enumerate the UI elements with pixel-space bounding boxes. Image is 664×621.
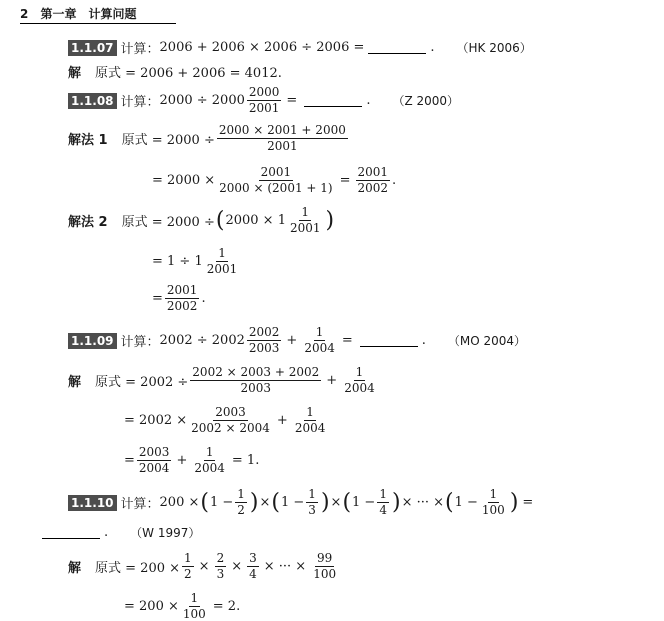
problem-label: 计算：	[120, 42, 160, 57]
method-2-line-1	[68, 206, 335, 235]
page-header	[20, 5, 176, 24]
expression: =	[152, 291, 163, 306]
one-minus: 1 −	[454, 495, 478, 510]
solution-lead: 解	[68, 375, 82, 390]
numerator: 2000	[248, 85, 280, 99]
denominator: 2004	[294, 421, 326, 435]
problem-expression: 200 ×	[159, 495, 200, 510]
answer-blank	[304, 94, 362, 107]
times-sign: ×	[330, 495, 342, 510]
denominator: 4	[379, 503, 387, 517]
denominator: 2001	[289, 221, 321, 235]
numerator: 1	[184, 551, 192, 565]
problem-number-badge: 1.1.08	[68, 93, 117, 109]
fraction	[247, 326, 282, 355]
denominator: 100	[313, 567, 337, 581]
denominator: 2004	[138, 461, 170, 475]
period: .	[104, 525, 109, 540]
problem-label: 计算：	[120, 497, 160, 512]
fraction	[217, 166, 334, 195]
solution-lead: 解	[68, 66, 82, 81]
equals-sign: =	[522, 495, 534, 510]
solution-lead: 解	[68, 561, 82, 576]
period: .	[201, 291, 206, 306]
problem-source: （Z 2000）	[392, 94, 460, 108]
right-paren: )	[509, 489, 519, 515]
numerator: 2002 × 2003 + 2002	[192, 365, 320, 379]
problem-source: （HK 2006）	[456, 41, 532, 55]
numerator: 99	[317, 551, 333, 565]
denominator: 2000 × (2001 + 1)	[219, 181, 333, 195]
fraction	[192, 446, 227, 475]
expression: = 1.	[231, 453, 260, 468]
fraction	[217, 124, 348, 153]
left-paren: (	[445, 489, 454, 515]
fraction	[306, 488, 318, 517]
numerator: 1	[489, 487, 498, 501]
method-lead: 解法 1	[68, 133, 108, 148]
plus-sign: +	[176, 453, 188, 468]
fraction	[215, 552, 227, 581]
expression: =	[124, 453, 135, 468]
problem-expression: 2000 ÷ 2000	[159, 93, 245, 108]
right-paren: )	[325, 207, 335, 233]
solution-line: 原式 = 2006 + 2006 = 4012.	[95, 66, 282, 81]
fraction	[205, 247, 240, 276]
problem-expression: 2006 + 2006 × 2006 ÷ 2006 =	[159, 40, 365, 55]
solution-1-1-09-line-2	[124, 406, 329, 435]
problem-number-badge: 1.1.09	[68, 333, 117, 349]
answer-blank	[368, 41, 426, 54]
numerator: 2001	[166, 283, 198, 297]
numerator: 1	[308, 487, 316, 501]
numerator: 2003	[138, 445, 170, 459]
fraction	[190, 366, 321, 395]
numerator: 2000 × 2001 + 2000	[218, 123, 346, 137]
method-lead: 解法 2	[68, 215, 108, 230]
answer-blank	[42, 526, 100, 539]
numerator: 1	[355, 365, 364, 379]
period: .	[366, 93, 371, 108]
numerator: 2	[216, 551, 225, 565]
answer-blank	[360, 334, 418, 347]
denominator: 2	[184, 567, 192, 581]
chapter-title: 第一章 计算问题	[40, 7, 137, 21]
expression: 原式 = 2000 ÷	[121, 133, 215, 148]
fraction	[235, 488, 247, 517]
plus-sign: +	[286, 333, 298, 348]
fraction	[342, 366, 377, 395]
times-sign: ×	[231, 559, 243, 574]
fraction	[311, 552, 338, 581]
problem-number-badge: 1.1.07	[68, 40, 117, 56]
numerator: 1	[301, 205, 310, 219]
numerator: 1	[315, 325, 324, 339]
page-number: 2	[20, 7, 29, 21]
numerator: 1	[306, 405, 314, 419]
expression: = 2002 ×	[124, 413, 188, 428]
left-paren: (	[342, 489, 352, 515]
right-paren: )	[391, 489, 401, 515]
denominator: 2002	[166, 299, 198, 313]
one-minus: 1 −	[209, 495, 234, 510]
fraction	[182, 552, 194, 581]
denominator: 4	[249, 567, 257, 581]
expression: = 2.	[212, 599, 241, 614]
fraction	[137, 446, 172, 475]
denominator: 2001	[248, 101, 280, 115]
problem-source: （MO 2004）	[447, 334, 527, 348]
right-paren: )	[320, 489, 330, 515]
period: .	[421, 333, 426, 348]
expression: 原式 = 200 ×	[95, 561, 181, 576]
method-1-line-1	[68, 124, 350, 153]
numerator: 2002	[248, 325, 280, 339]
solution-1-1-10-line-1	[68, 552, 340, 581]
denominator: 2002	[357, 181, 389, 195]
numerator: 2001	[357, 165, 389, 179]
solution-1-1-09-line-3	[124, 446, 262, 475]
numerator: 1	[205, 445, 214, 459]
fraction	[480, 488, 507, 517]
numerator: 2003	[215, 405, 246, 419]
left-paren: (	[271, 489, 280, 515]
denominator: 2003	[240, 381, 272, 395]
period: .	[430, 40, 435, 55]
fraction	[377, 488, 389, 517]
fraction	[247, 552, 259, 581]
expression: 2000 × 1	[225, 213, 286, 228]
method-2-line-3	[152, 284, 206, 313]
denominator: 2003	[248, 341, 280, 355]
period: .	[392, 173, 397, 188]
problem-source: （W 1997）	[130, 526, 201, 540]
denominator: 2002 × 2004	[191, 421, 270, 435]
fraction	[356, 166, 391, 195]
equals-sign: =	[339, 173, 351, 188]
fraction	[165, 284, 200, 313]
expression: = 2000 ×	[152, 173, 216, 188]
problem-1-1-07	[68, 38, 532, 57]
numerator: 2001	[260, 165, 292, 179]
fraction	[288, 206, 323, 235]
times-sign: ×	[259, 495, 271, 510]
solution-1-1-09-line-1	[68, 366, 379, 395]
problem-number-badge: 1.1.10	[68, 495, 117, 511]
left-paren: (	[200, 489, 209, 515]
denominator: 2004	[344, 381, 375, 395]
fraction	[302, 326, 337, 355]
denominator: 100	[182, 607, 206, 621]
one-minus: 1 −	[352, 495, 376, 510]
denominator: 2	[237, 503, 245, 517]
plus-sign: +	[326, 373, 338, 388]
problem-1-1-10	[68, 488, 536, 517]
method-2-line-2	[152, 247, 241, 276]
left-paren: (	[215, 207, 225, 233]
solution-1-1-07	[68, 62, 282, 81]
numerator: 3	[249, 551, 257, 565]
fraction	[247, 86, 282, 115]
denominator: 2001	[206, 262, 238, 276]
denominator: 3	[216, 567, 225, 581]
problem-1-1-09	[68, 326, 526, 355]
fraction	[293, 406, 328, 435]
plus-sign: +	[276, 413, 288, 428]
times-dots: × ··· ×	[401, 495, 445, 510]
one-minus: 1 −	[281, 495, 305, 510]
problem-expression: 2002 ÷ 2002	[159, 333, 245, 348]
equals-sign: =	[341, 333, 353, 348]
denominator: 100	[481, 503, 505, 517]
expression: = 1 ÷ 1	[152, 254, 203, 269]
numerator: 1	[237, 487, 245, 501]
denominator: 3	[308, 503, 316, 517]
method-1-line-2	[152, 166, 396, 195]
denominator: 2004	[304, 341, 335, 355]
equals-sign: =	[286, 93, 298, 108]
denominator: 2001	[267, 139, 298, 153]
expression: 原式 = 2000 ÷	[121, 215, 215, 230]
numerator: 1	[190, 591, 199, 605]
numerator: 1	[218, 246, 226, 260]
numerator: 1	[379, 487, 387, 501]
times-sign: ×	[198, 559, 210, 574]
fraction	[189, 406, 272, 435]
problem-label: 计算：	[120, 95, 160, 110]
problem-1-1-10-continued	[38, 524, 200, 541]
problem-label: 计算：	[120, 335, 160, 350]
right-paren: )	[249, 489, 259, 515]
expression: = 200 ×	[124, 599, 179, 614]
times-dots: × ··· ×	[263, 559, 307, 574]
problem-1-1-08	[68, 86, 459, 115]
denominator: 2004	[194, 461, 225, 475]
expression: 原式 = 2002 ÷	[95, 375, 189, 390]
